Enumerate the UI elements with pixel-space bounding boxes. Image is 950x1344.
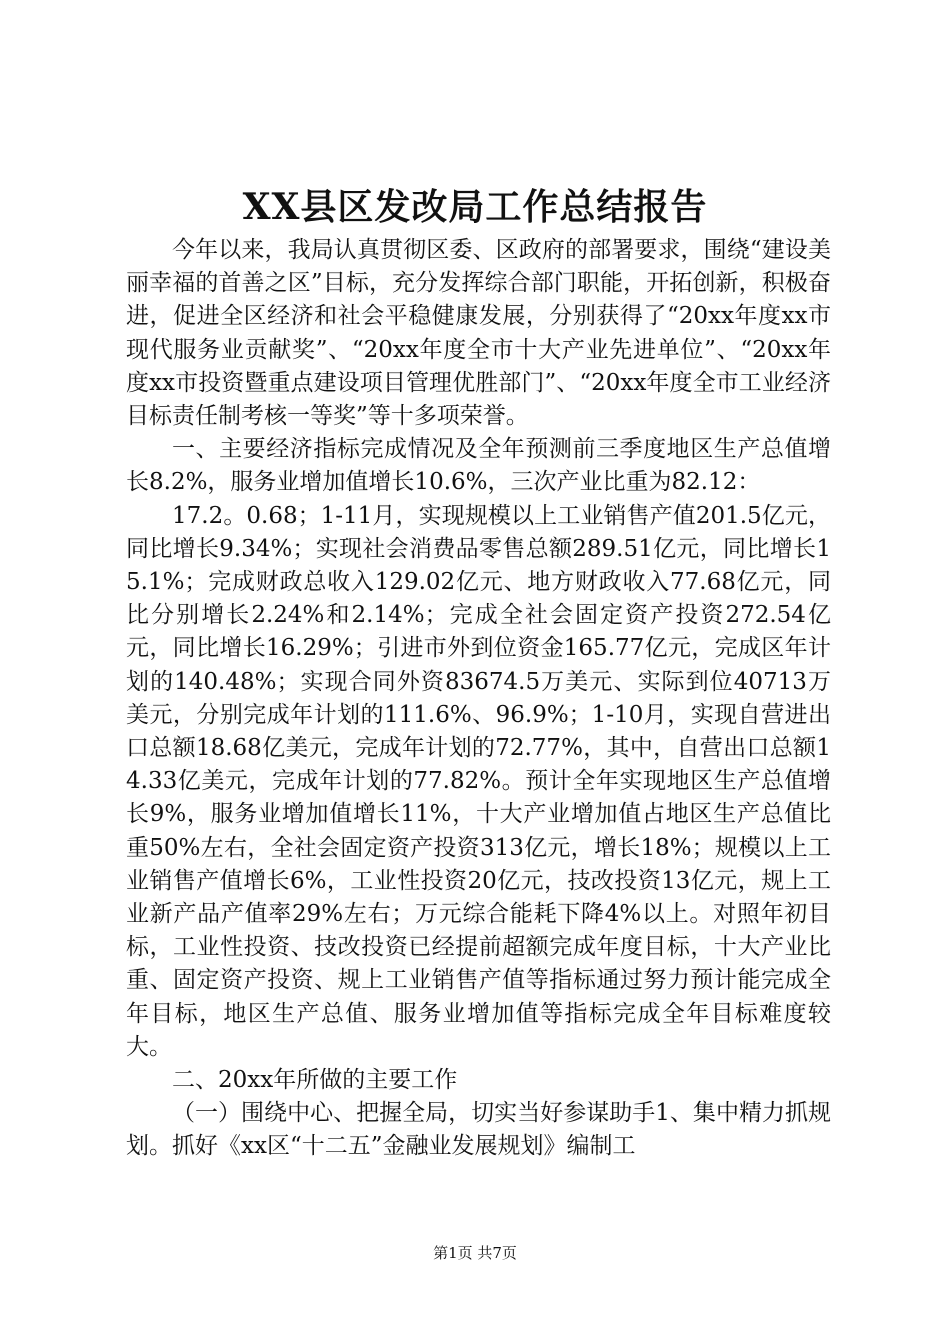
paragraph-work-item-one: （一）围绕中心、把握全局，切实当好参谋助手1、集中精力抓规划。抓好《xx区“十二五”金融业发展规划》编制工 — [126, 1100, 831, 1160]
page-number-footer: 第1页 共7页 — [433, 1244, 517, 1262]
paragraph-section-two-heading: 二、20xx年所做的主要工作 — [172, 1067, 458, 1094]
document-title: XX县区发改局工作总结报告 — [242, 186, 708, 228]
paragraph-section-one-heading: 一、主要经济指标完成情况及全年预测前三季度地区生产总值增长8.2%，服务业增加值增长10.6%，三次产业比重为82.12： — [126, 436, 831, 496]
paragraph-economic-indicators: 17.2。0.68；1-11月，实现规模以上工业销售产值201.5亿元，同比增长9.34%；实现社会消费品零售总额289.51亿元，同比增长15.1%；完成财政总收入129.02亿元、地方财政收入77.68亿元，同比分别增长2.24%和2.14%；完成全社会固定资产投资272.54亿元，同比增长16.29%；引进市外到位资金165.77亿元，完成区年计划的140.48%；实现合同外资83674.5万美元、实际到位40713万美元，分别完成年计划的111.6%、96.9%；1-10月，实现自营进出口总额18.68亿美元，完成年计划的72.77%，其中，自营出口总额14.33亿美元，完成年计划的77.82%。预计全年实现地区生产总值增长9%，服务业增加值增长11%，十大产业增加值占地区生产总值比重50%左右，全社会固定资产投资313亿元，增长18%；规模以上工业销售产值增长6%，工业性投资20亿元，技改投资13亿元，规上工业新产品产值率29%左右；万元综合能耗下降4%以上。对照年初目标，工业性投资、技改投资已经提前超额完成年度目标，十大产业比重、固定资产投资、规上工业销售产值等指标通过努力预计能完成全年目标，地区生产总值、服务业增加值等指标完成全年目标难度较大。 — [126, 502, 831, 1060]
document-body — [126, 234, 831, 1164]
paragraph-intro: 今年以来，我局认真贯彻区委、区政府的部署要求，围绕“建设美丽幸福的首善之区”目标，充分发挥综合部门职能，开拓创新，积极奋进，促进全区经济和社会平稳健康发展，分别获得了“20xx年度xx市现代服务业贡献奖”、“20xx年度全市十大产业先进单位”、“20xx年度xx市投资暨重点建设项目管理优胜部门”、“20xx年度全市工业经济目标责任制考核一等奖”等十多项荣誉。 — [126, 237, 831, 430]
